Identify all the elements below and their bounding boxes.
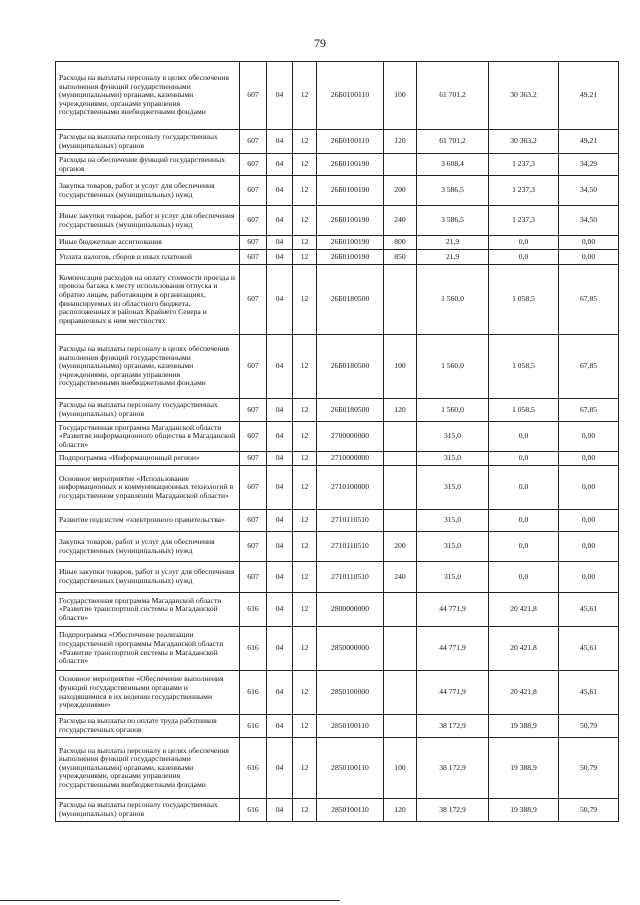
table-row [56, 593, 619, 627]
subsection-code-cell: 12 [293, 671, 317, 715]
grbs-code-cell: 616 [240, 671, 267, 715]
subsection-code-cell: 12 [293, 62, 317, 130]
executed-amount-cell: 30 363,2 [489, 130, 559, 154]
executed-amount-cell: 20 421,8 [489, 593, 559, 627]
section-code-cell: 04 [267, 627, 293, 671]
row-name-cell: Расходы на выплаты персоналу государственных (муниципальных) органов [56, 130, 240, 154]
table-row [56, 510, 619, 532]
execution-percent-cell: 49,21 [559, 62, 619, 130]
execution-percent-cell: 0,00 [559, 250, 619, 265]
row-name-cell: Закупка товаров, работ и услуг для обеспечения государственных (муниципальных) нужд [56, 176, 240, 206]
target-article-cell: 26Б0100190 [317, 154, 384, 176]
executed-amount-cell: 1 237,3 [489, 176, 559, 206]
page-number: 79 [314, 36, 326, 50]
execution-percent-cell: 0,00 [559, 452, 619, 466]
executed-amount-cell: 19 388,9 [489, 715, 559, 738]
row-name-cell: Расходы на обеспечение функций государственных органов [56, 154, 240, 176]
grbs-code-cell: 607 [240, 335, 267, 399]
table-row [56, 452, 619, 466]
execution-percent-cell: 45,61 [559, 627, 619, 671]
execution-percent-cell: 0,00 [559, 236, 619, 250]
grbs-code-cell: 607 [240, 532, 267, 562]
section-code-cell: 04 [267, 562, 293, 593]
target-article-cell: 2850100110 [317, 715, 384, 738]
row-name-cell: Основное мероприятие «Обеспечение выполнения функций государственными органами и находящимися в их ведении государственными учреждениями» [56, 671, 240, 715]
grbs-code-cell: 607 [240, 250, 267, 265]
table-row [56, 335, 619, 399]
execution-percent-cell: 0,00 [559, 422, 619, 452]
section-code-cell: 04 [267, 335, 293, 399]
table-row [56, 738, 619, 799]
row-name-cell: Расходы на выплаты персоналу в целях обеспечения выполнения функций государственными (муниципальными) органами, казенными учреждениями, органами управления государственными внебюджетными фондами [56, 335, 240, 399]
grbs-code-cell: 607 [240, 399, 267, 422]
plan-amount-cell: 38 172,9 [417, 799, 489, 822]
target-article-cell: 2850000000 [317, 627, 384, 671]
subsection-code-cell: 12 [293, 399, 317, 422]
executed-amount-cell: 0,0 [489, 466, 559, 510]
table-row [56, 265, 619, 335]
bottom-divider [0, 900, 340, 901]
section-code-cell: 04 [267, 422, 293, 452]
target-article-cell: 26Б0100190 [317, 236, 384, 250]
subsection-code-cell: 12 [293, 715, 317, 738]
execution-percent-cell: 34,50 [559, 206, 619, 236]
target-article-cell: 2710110510 [317, 510, 384, 532]
row-name-cell: Государственная программа Магаданской области «Развитие транспортной системы в Магаданской области» [56, 593, 240, 627]
section-code-cell: 04 [267, 176, 293, 206]
grbs-code-cell: 607 [240, 130, 267, 154]
target-article-cell: 2800000000 [317, 593, 384, 627]
target-article-cell: 2710110510 [317, 532, 384, 562]
section-code-cell: 04 [267, 206, 293, 236]
expense-type-cell: 240 [384, 562, 417, 593]
plan-amount-cell: 3 586,5 [417, 176, 489, 206]
plan-amount-cell: 1 560,0 [417, 335, 489, 399]
expense-type-cell: 120 [384, 799, 417, 822]
plan-amount-cell: 315,0 [417, 452, 489, 466]
plan-amount-cell: 44 771,9 [417, 593, 489, 627]
plan-amount-cell: 21,9 [417, 236, 489, 250]
table-row [56, 250, 619, 265]
plan-amount-cell: 38 172,9 [417, 738, 489, 799]
section-code-cell: 04 [267, 510, 293, 532]
section-code-cell: 04 [267, 715, 293, 738]
section-code-cell: 04 [267, 452, 293, 466]
expense-type-cell: 800 [384, 236, 417, 250]
target-article-cell: 2700000000 [317, 422, 384, 452]
section-code-cell: 04 [267, 799, 293, 822]
expense-type-cell [384, 154, 417, 176]
row-name-cell: Иные закупки товаров, работ и услуг для обеспечения государственных (муниципальных) нужд [56, 206, 240, 236]
grbs-code-cell: 607 [240, 466, 267, 510]
execution-percent-cell: 45,61 [559, 593, 619, 627]
target-article-cell: 2850100000 [317, 671, 384, 715]
row-name-cell: Развитие подсистем «электронного правительства» [56, 510, 240, 532]
row-name-cell: Расходы на выплаты по оплате труда работников государственных органов [56, 715, 240, 738]
table-row [56, 130, 619, 154]
expense-type-cell [384, 715, 417, 738]
executed-amount-cell: 1 058,5 [489, 399, 559, 422]
target-article-cell: 2850100110 [317, 799, 384, 822]
expense-type-cell [384, 671, 417, 715]
target-article-cell: 26Б0100190 [317, 176, 384, 206]
expense-type-cell: 100 [384, 62, 417, 130]
row-name-cell: Расходы на выплаты персоналу в целях обеспечения выполнения функций государственными (муниципальными) органами, казенными учреждениями, органами управления государственными внебюджетными фондами [56, 738, 240, 799]
table-row [56, 627, 619, 671]
expense-type-cell: 120 [384, 130, 417, 154]
row-name-cell: Основное мероприятие «Использование информационных и коммуникационных технологий в государственном управлении Магаданской области» [56, 466, 240, 510]
executed-amount-cell: 0,0 [489, 452, 559, 466]
expense-type-cell: 100 [384, 335, 417, 399]
plan-amount-cell: 3 608,4 [417, 154, 489, 176]
subsection-code-cell: 12 [293, 510, 317, 532]
row-name-cell: Иные закупки товаров, работ и услуг для обеспечения государственных (муниципальных) нужд [56, 562, 240, 593]
grbs-code-cell: 607 [240, 510, 267, 532]
execution-percent-cell: 0,00 [559, 466, 619, 510]
expense-type-cell: 240 [384, 206, 417, 236]
section-code-cell: 04 [267, 532, 293, 562]
plan-amount-cell: 61 701,2 [417, 62, 489, 130]
plan-amount-cell: 44 771,9 [417, 627, 489, 671]
table-row [56, 799, 619, 822]
expense-type-cell [384, 627, 417, 671]
target-article-cell: 2850100110 [317, 738, 384, 799]
target-article-cell: 26Б0180500 [317, 265, 384, 335]
row-name-cell: Подпрограмма «Обеспечение реализации государственной программы Магаданской области «Развитие транспортной системы в Магаданской области» [56, 627, 240, 671]
section-code-cell: 04 [267, 466, 293, 510]
plan-amount-cell: 61 701,2 [417, 130, 489, 154]
executed-amount-cell: 0,0 [489, 510, 559, 532]
grbs-code-cell: 607 [240, 562, 267, 593]
execution-percent-cell: 34,50 [559, 176, 619, 206]
execution-percent-cell: 0,00 [559, 562, 619, 593]
expense-type-cell [384, 466, 417, 510]
section-code-cell: 04 [267, 250, 293, 265]
expense-type-cell [384, 422, 417, 452]
subsection-code-cell: 12 [293, 265, 317, 335]
table-row [56, 422, 619, 452]
grbs-code-cell: 607 [240, 176, 267, 206]
expense-type-cell [384, 510, 417, 532]
executed-amount-cell: 1 237,3 [489, 206, 559, 236]
target-article-cell: 26Б0100190 [317, 250, 384, 265]
executed-amount-cell: 1 058,5 [489, 335, 559, 399]
subsection-code-cell: 12 [293, 236, 317, 250]
table-row [56, 62, 619, 130]
plan-amount-cell: 315,0 [417, 466, 489, 510]
executed-amount-cell: 30 363,2 [489, 62, 559, 130]
budget-table [55, 61, 619, 822]
executed-amount-cell: 0,0 [489, 236, 559, 250]
grbs-code-cell: 607 [240, 422, 267, 452]
plan-amount-cell: 44 771,9 [417, 671, 489, 715]
execution-percent-cell: 67,85 [559, 265, 619, 335]
grbs-code-cell: 616 [240, 715, 267, 738]
grbs-code-cell: 607 [240, 265, 267, 335]
target-article-cell: 26Б0180500 [317, 399, 384, 422]
expense-type-cell: 120 [384, 399, 417, 422]
plan-amount-cell: 1 560,0 [417, 265, 489, 335]
subsection-code-cell: 12 [293, 466, 317, 510]
subsection-code-cell: 12 [293, 627, 317, 671]
row-name-cell: Закупка товаров, работ и услуг для обеспечения государственных (муниципальных) нужд [56, 532, 240, 562]
section-code-cell: 04 [267, 399, 293, 422]
executed-amount-cell: 0,0 [489, 532, 559, 562]
table-body [56, 62, 619, 822]
subsection-code-cell: 12 [293, 206, 317, 236]
row-name-cell: Компенсация расходов на оплату стоимости проезда и провоза багажа к месту использования отпуска и обратно лицам, работающим в организациях, финансируемых из областного бюджета, расположенных в районах Крайнего Севера и приравненных к ним местностях [56, 265, 240, 335]
target-article-cell: 2710000000 [317, 452, 384, 466]
expense-type-cell: 100 [384, 738, 417, 799]
plan-amount-cell: 21,9 [417, 250, 489, 265]
plan-amount-cell: 315,0 [417, 510, 489, 532]
executed-amount-cell: 0,0 [489, 422, 559, 452]
expense-type-cell [384, 593, 417, 627]
table-row [56, 715, 619, 738]
grbs-code-cell: 616 [240, 593, 267, 627]
execution-percent-cell: 67,85 [559, 335, 619, 399]
plan-amount-cell: 3 586,5 [417, 206, 489, 236]
table-row [56, 562, 619, 593]
row-name-cell: Расходы на выплаты персоналу государственных (муниципальных) органов [56, 399, 240, 422]
grbs-code-cell: 607 [240, 236, 267, 250]
execution-percent-cell: 0,00 [559, 532, 619, 562]
target-article-cell: 2710110510 [317, 562, 384, 593]
execution-percent-cell: 67,85 [559, 399, 619, 422]
subsection-code-cell: 12 [293, 799, 317, 822]
plan-amount-cell: 315,0 [417, 532, 489, 562]
target-article-cell: 26Б0180500 [317, 335, 384, 399]
target-article-cell: 26Б0100190 [317, 206, 384, 236]
section-code-cell: 04 [267, 130, 293, 154]
target-article-cell: 2710100000 [317, 466, 384, 510]
grbs-code-cell: 607 [240, 206, 267, 236]
executed-amount-cell: 20 421,8 [489, 671, 559, 715]
plan-amount-cell: 1 560,0 [417, 399, 489, 422]
executed-amount-cell: 19 388,9 [489, 799, 559, 822]
row-name-cell: Расходы на выплаты персоналу в целях обеспечения выполнения функций государственными (муниципальными) органами, казенными учреждениями, органами управления государственными внебюджетными фондами [56, 62, 240, 130]
subsection-code-cell: 12 [293, 422, 317, 452]
grbs-code-cell: 607 [240, 154, 267, 176]
subsection-code-cell: 12 [293, 154, 317, 176]
subsection-code-cell: 12 [293, 130, 317, 154]
grbs-code-cell: 616 [240, 799, 267, 822]
executed-amount-cell: 20 421,8 [489, 627, 559, 671]
subsection-code-cell: 12 [293, 250, 317, 265]
section-code-cell: 04 [267, 154, 293, 176]
section-code-cell: 04 [267, 265, 293, 335]
grbs-code-cell: 607 [240, 62, 267, 130]
row-name-cell: Иные бюджетные ассигнования [56, 236, 240, 250]
expense-type-cell: 200 [384, 532, 417, 562]
expense-type-cell [384, 452, 417, 466]
section-code-cell: 04 [267, 236, 293, 250]
table-row [56, 206, 619, 236]
plan-amount-cell: 315,0 [417, 422, 489, 452]
executed-amount-cell: 1 058,5 [489, 265, 559, 335]
expense-type-cell: 850 [384, 250, 417, 265]
subsection-code-cell: 12 [293, 532, 317, 562]
table-row [56, 466, 619, 510]
grbs-code-cell: 616 [240, 738, 267, 799]
subsection-code-cell: 12 [293, 335, 317, 399]
execution-percent-cell: 50,79 [559, 799, 619, 822]
table-row [56, 154, 619, 176]
execution-percent-cell: 34,29 [559, 154, 619, 176]
execution-percent-cell: 50,79 [559, 738, 619, 799]
row-name-cell: Уплата налогов, сборов и иных платежей [56, 250, 240, 265]
section-code-cell: 04 [267, 593, 293, 627]
execution-percent-cell: 49,21 [559, 130, 619, 154]
target-article-cell: 26Б0100110 [317, 62, 384, 130]
table-row [56, 532, 619, 562]
subsection-code-cell: 12 [293, 452, 317, 466]
table-row [56, 236, 619, 250]
target-article-cell: 26Б0100110 [317, 130, 384, 154]
table-row [56, 671, 619, 715]
subsection-code-cell: 12 [293, 593, 317, 627]
subsection-code-cell: 12 [293, 176, 317, 206]
table-row [56, 399, 619, 422]
section-code-cell: 04 [267, 738, 293, 799]
plan-amount-cell: 38 172,9 [417, 715, 489, 738]
subsection-code-cell: 12 [293, 562, 317, 593]
execution-percent-cell: 50,79 [559, 715, 619, 738]
expense-type-cell: 200 [384, 176, 417, 206]
grbs-code-cell: 607 [240, 452, 267, 466]
executed-amount-cell: 0,0 [489, 250, 559, 265]
row-name-cell: Подпрограмма «Информационный регион» [56, 452, 240, 466]
row-name-cell: Расходы на выплаты персоналу государственных (муниципальных) органов [56, 799, 240, 822]
plan-amount-cell: 315,0 [417, 562, 489, 593]
execution-percent-cell: 0,00 [559, 510, 619, 532]
executed-amount-cell: 1 237,3 [489, 154, 559, 176]
section-code-cell: 04 [267, 671, 293, 715]
table-row [56, 176, 619, 206]
section-code-cell: 04 [267, 62, 293, 130]
grbs-code-cell: 616 [240, 627, 267, 671]
execution-percent-cell: 45,61 [559, 671, 619, 715]
row-name-cell: Государственная программа Магаданской области «Развитие информационного общества в Магаданской области» [56, 422, 240, 452]
executed-amount-cell: 0,0 [489, 562, 559, 593]
expense-type-cell [384, 265, 417, 335]
subsection-code-cell: 12 [293, 738, 317, 799]
executed-amount-cell: 19 388,9 [489, 738, 559, 799]
